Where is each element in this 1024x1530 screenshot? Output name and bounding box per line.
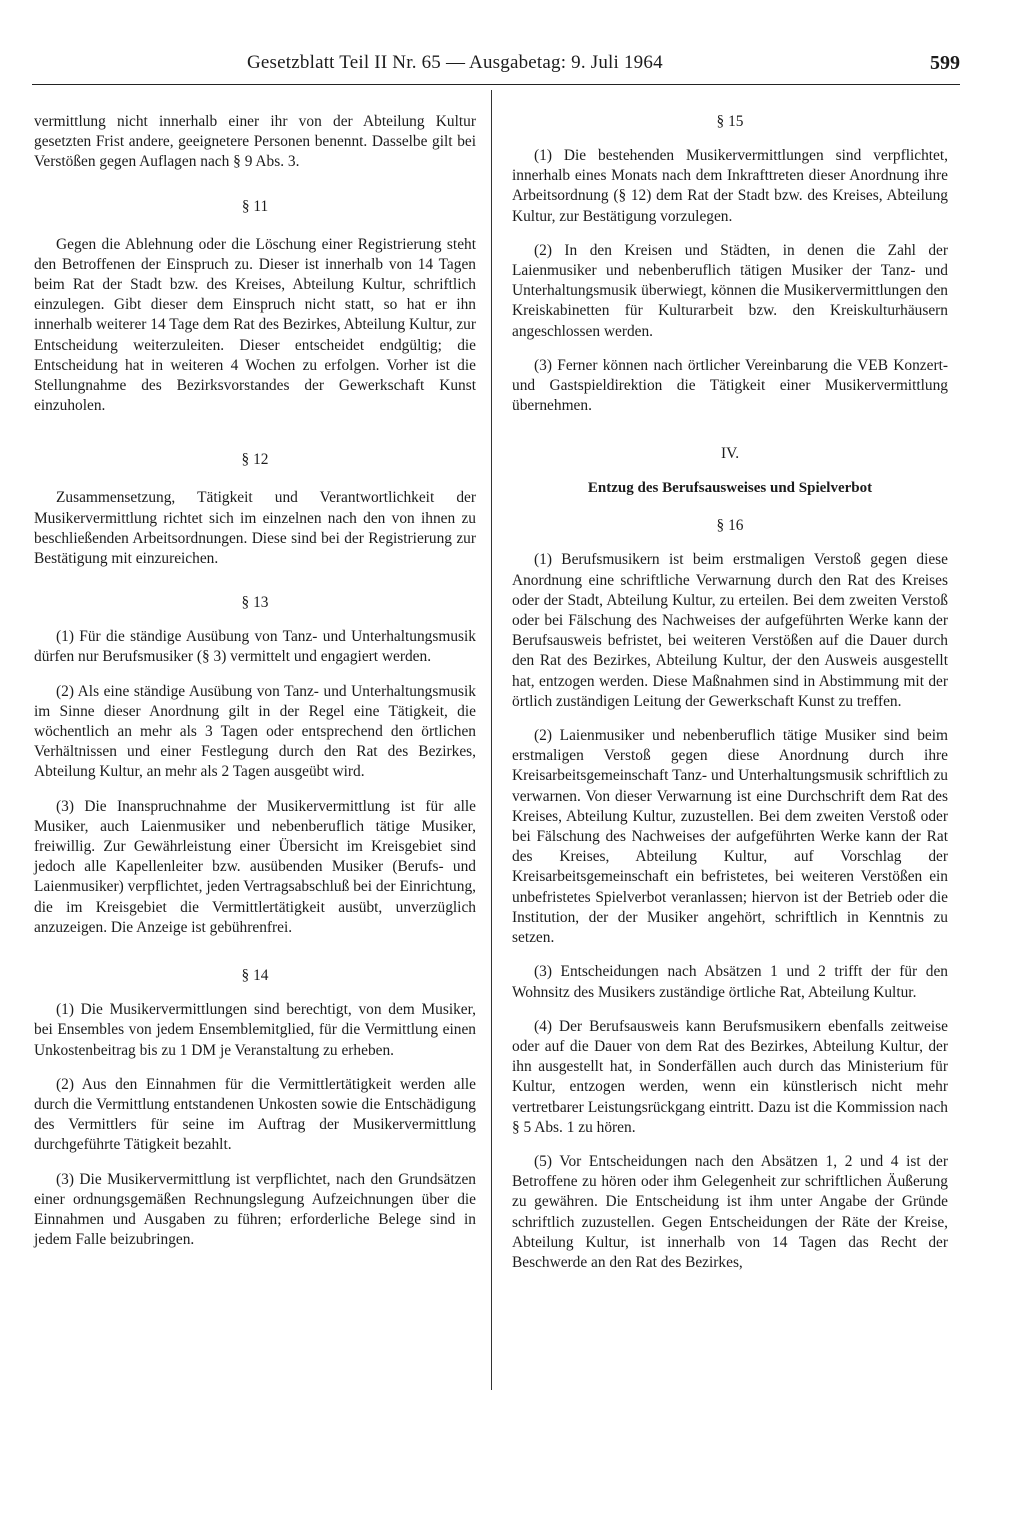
- right-column: [512, 112, 948, 1273]
- section-16-paragraph-3: (3) Entscheidungen nach Absätzen 1 und 2 trifft der für den Wohnsitz des Musikers zuständige örtliche Rat, Abteilung Kultur.: [512, 963, 948, 1001]
- section-13-paragraph-1: (1) Für die ständige Ausübung von Tanz- und Unterhaltungsmusik dürfen nur Berufsmusiker (§ 3) vermittelt und engagiert werden.: [34, 628, 476, 666]
- section-16-paragraph-4: (4) Der Berufsausweis kann Berufsmusikern ebenfalls zeitweise oder auf die Dauer von dem Rat des Bezirkes, Abteilung Kultur, der ihn ausgestellt hat, in Sonderfällen auch durch das Ministerium für Kultur, entzogen werden, wenn ein künstlerisch nicht mehr vertretbarer Leistungsrückgang eintritt. Dazu ist die Kommission nach § 5 Abs. 1 zu hören.: [512, 1017, 948, 1136]
- section-heading-16: § 16: [716, 517, 744, 535]
- page-number: 599: [930, 52, 960, 74]
- header-title: Gesetzblatt Teil II Nr. 65 — Ausgabetag: 9. Juli 1964: [247, 52, 663, 73]
- header-rule: [32, 84, 960, 85]
- section-15-paragraph-3: (3) Ferner können nach örtlicher Vereinbarung die VEB Konzert- und Gastspieldirektion die Tätigkeit einer Musikervermittlung übernehmen.: [512, 356, 948, 415]
- section-13-paragraph-2: (2) Als eine ständige Ausübung von Tanz- und Unterhaltungsmusik im Sinne dieser Anordnung gilt in der Regel eine Tätigkeit, die wöchentlich an mehr als 3 Tagen oder entsprechend den örtlichen Verhältnissen und einer Festlegung durch den Rat des Bezirkes, Abteilung Kultur, an mehr als 2 Tagen ausgeübt wird.: [34, 682, 476, 781]
- section-heading-11: § 11: [241, 197, 269, 215]
- section-14-paragraph-2: (2) Aus den Einnahmen für die Vermittlertätigkeit werden alle durch die Vermittlung entstandenen Unkosten sowie die Entschädigung des Vermittlers für seine im Auftrag der Musikervermittlung durchgeführte Tätigkeit bezahlt.: [34, 1075, 476, 1154]
- section-16-paragraph-1: (1) Berufsmusikern ist beim erstmaligen Verstoß gegen diese Anordnung eine schriftliche Verwarnung durch den Rat des Kreises oder der Stadt, Abteilung Kultur, zu erteilen. Bei dem zweiten Verstoß oder bei Fälschung des Nachweises der aufgeführten Werke kann der Berufsausweis befristet, bei weiteren Verstößen auf die Dauer durch den Rat des Bezirkes, Abteilung Kultur, der den Ausweis ausgestellt hat, entzogen werden. Diese Maßnahmen sind in Abstimmung mit der örtlich zuständigen Leitung der Gewerkschaft Kunst zu treffen.: [512, 551, 948, 710]
- section-heading-14: § 14: [241, 967, 269, 985]
- part-number: IV.: [720, 445, 740, 463]
- part-heading: Entzug des Berufsausweises und Spielverbot: [587, 480, 873, 497]
- section-15-paragraph-2: (2) In den Kreisen und Städten, in denen die Zahl der Laienmusiker und nebenberuflich tätigen Musiker der Tanz- und Unterhaltungsmusik überwiegt, können die Musikervermittlungen den Kreiskabinetten für Kulturarbeit bzw. den Kreiskulturhäusern angeschlossen werden.: [512, 241, 948, 340]
- section-14-paragraph-3: (3) Die Musikervermittlung ist verpflichtet, nach den Grundsätzen einer ordnungsgemäßen Rechnungslegung Aufzeichnungen über die Einnahmen und Ausgaben zu führen; erforderliche Belege sind in jedem Falle beizubringen.: [34, 1170, 476, 1249]
- column-divider: [491, 90, 492, 1390]
- section-13-paragraph-3: (3) Die Inanspruchnahme der Musikervermittlung ist für alle Musiker, auch Laienmusiker und nebenberuflich tätige Musiker, freiwillig. Zur Gewährleistung einer Übersicht im Kreisgebiet sind jedoch alle Kapellenleiter bzw. ausübenden Musiker (Berufs- und Laienmusiker) verpflichtet, jeden Vertragsabschluß bei der Einrichtung, die im Kreisgebiet die Vermittlertätigkeit ausübt, unverzüglich anzuzeigen. Die Anzeige ist gebührenfrei.: [34, 797, 476, 936]
- section-heading-15: § 15: [716, 113, 744, 130]
- section-14-paragraph-1: (1) Die Musikervermittlungen sind berechtigt, von dem Musiker, bei Ensembles von jedem Ensemblemitglied, für die Vermittlung einen Unkostenbeitrag bis zu 1 DM je Veranstaltung zu erheben.: [34, 1001, 476, 1059]
- section-16-paragraph-2: (2) Laienmusiker und nebenberuflich tätige Musiker sind beim erstmaligen Verstoß gegen diese Anordnung durch ihre Kreisarbeitsgemeinschaft Tanz- und Unterhaltungsmusik schriftlich zu verwarnen. Von dieser Verwarnung ist eine Durchschrift dem Rat des Kreises, Abteilung Kultur, zuzustellen. Bei dem zweiten Verstoß oder bei Fälschung des Nachweises der aufgeführten Werke kann der Rat des Kreises, Abteilung Kultur, auf Vorschlag der Kreisarbeitsgemeinschaft ein befristetes, bei weiteren Verstößen ein unbefristetes Spielverbot veranlassen; hiervon ist der Betrieb oder die Institution, der der Musiker angehört, schriftlich in Kenntnis zu setzen.: [512, 727, 948, 947]
- section-15-paragraph-1: (1) Die bestehenden Musikervermittlungen sind verpflichtet, innerhalb eines Monats nach dem Inkrafttreten dieser Anordnung ihre Arbeitsordnung (§ 12) dem Rat der Stadt bzw. des Kreises, Abteilung Kultur, zur Bestätigung vorzulegen.: [512, 147, 948, 225]
- continued-paragraph: vermittlung nicht innerhalb einer ihr von der Abteilung Kultur gesetzten Frist andere, geeignetere Personen benennt. Dasselbe gilt bei Verstößen gegen Auflagen nach § 9 Abs. 3.: [34, 113, 476, 171]
- page-header: [32, 52, 960, 80]
- section-heading-13: § 13: [241, 594, 269, 612]
- left-column: [34, 112, 476, 1250]
- section-heading-12: § 12: [241, 451, 269, 469]
- section-12-paragraph: Zusammensetzung, Tätigkeit und Verantwortlichkeit der Musikervermittlung richtet sich im einzelnen nach den von ihnen zu beschließenden Arbeitsordnungen. Diese sind bei der Registrierung zur Bestätigung mit einzureichen.: [34, 489, 476, 568]
- section-11-paragraph: Gegen die Ablehnung oder die Löschung einer Registrierung steht den Betroffenen der Einspruch zu. Dieser ist innerhalb von 14 Tagen beim Rat der Stadt bzw. des Kreises, Abteilung Kultur, schriftlich einzulegen. Gibt dieser dem Einspruch nicht statt, so hat er ihn innerhalb weiterer 14 Tage dem Rat des Bezirkes, Abteilung Kultur, zur Entscheidung weiterzuleiten. Dieser entscheidet endgültig; die Entscheidung hat in weiteren 4 Wochen zu erfolgen. Vorher ist die Stellungnahme des Bezirksvorstandes der Gewerkschaft Kunst einzuholen.: [34, 235, 476, 415]
- section-16-paragraph-5: (5) Vor Entscheidungen nach den Absätzen 1, 2 und 4 ist der Betroffene zu hören oder ihm Gelegenheit zur schriftlichen Äußerung zu gewähren. Die Entscheidung ist ihm unter Angabe der Gründe schriftlich zuzustellen. Gegen Entscheidungen der Räte der Kreise, Abteilung Kultur, ist innerhalb von 14 Tagen das Recht der Beschwerde an den Rat des Bezirkes,: [512, 1152, 948, 1271]
